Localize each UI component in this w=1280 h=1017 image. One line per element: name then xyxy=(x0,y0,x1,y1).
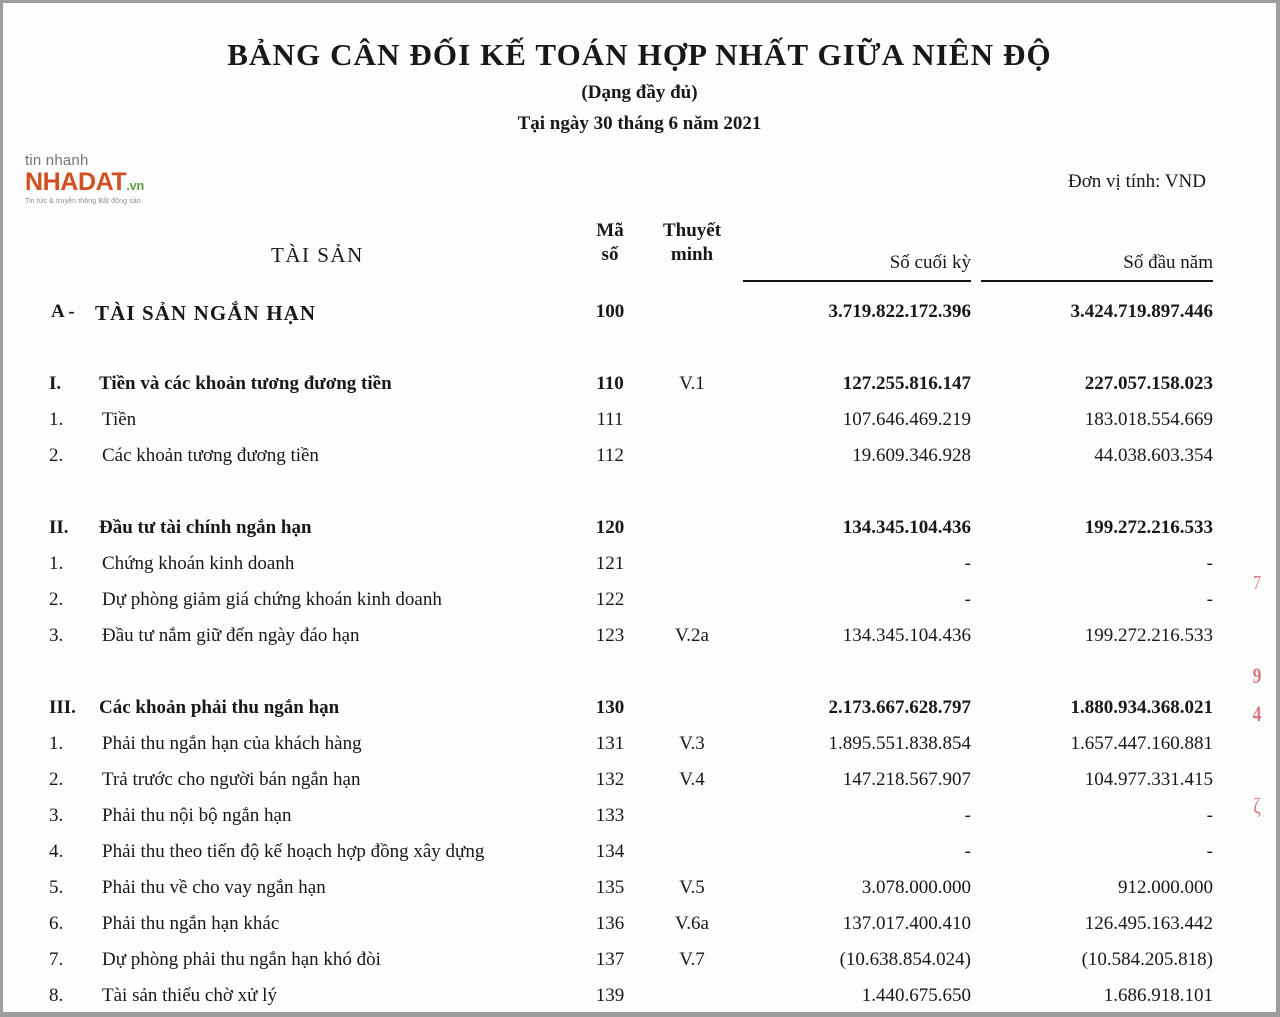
row-cell-code: 132 xyxy=(595,769,625,790)
row-cell-idx: 1. xyxy=(49,733,64,754)
row-cell-label: Đầu tư tài chính ngắn hạn xyxy=(99,517,312,538)
row-cell-label: Phải thu ngắn hạn khác xyxy=(102,913,280,934)
row-cell-code: 130 xyxy=(595,697,625,718)
column-header-begin-year: Số đầu năm xyxy=(1123,252,1213,273)
margin-annotation-3: 4 xyxy=(1252,701,1262,726)
row-cell-label: Các khoản phải thu ngắn hạn xyxy=(99,697,340,718)
column-header-note-line1: Thuyết xyxy=(662,220,722,241)
table-row xyxy=(3,733,1280,769)
margin-annotations xyxy=(1240,573,1274,817)
row-cell-idx: 7. xyxy=(49,949,64,970)
table-row xyxy=(3,985,1280,1017)
column-header-note-line2: minh xyxy=(670,244,714,266)
column-header-code-line1: Mã xyxy=(596,220,624,241)
table-row xyxy=(3,445,1280,481)
row-cell-begin: 1.880.934.368.021 xyxy=(1070,697,1213,718)
row-cell-begin: 227.057.158.023 xyxy=(1084,373,1213,394)
row-cell-code: 122 xyxy=(595,589,625,610)
row-cell-code: 134 xyxy=(595,841,625,862)
row-cell-end: 19.609.346.928 xyxy=(852,445,971,466)
row-cell-end: - xyxy=(964,589,971,610)
row-cell-begin: 199.272.216.533 xyxy=(1084,625,1213,646)
row-cell-code: 100 xyxy=(595,301,625,322)
column-rule-begin-year xyxy=(981,280,1213,282)
nhadat-watermark-logo xyxy=(25,153,175,205)
page-subtitle: (Dạng đầy đủ) xyxy=(581,82,698,103)
table-row xyxy=(3,517,1280,553)
table-row xyxy=(3,877,1280,913)
row-cell-label: Trả trước cho người bán ngắn hạn xyxy=(102,769,361,790)
row-cell-label: Các khoản tương đương tiền xyxy=(102,445,319,466)
margin-annotation-4: ζ xyxy=(1253,793,1261,818)
table-row xyxy=(3,625,1280,661)
row-cell-label: Dự phòng giảm giá chứng khoán kinh doanh xyxy=(102,589,442,610)
row-cell-end: - xyxy=(964,841,971,862)
row-cell-code: 121 xyxy=(595,553,625,574)
table-row xyxy=(3,805,1280,841)
row-cell-end: 127.255.816.147 xyxy=(842,373,971,394)
row-cell-note: V.1 xyxy=(679,373,705,394)
row-cell-end: 137.017.400.410 xyxy=(842,913,971,934)
row-cell-code: 120 xyxy=(595,517,625,538)
row-cell-label: Phải thu nội bộ ngắn hạn xyxy=(102,805,292,826)
row-cell-code: 110 xyxy=(596,373,624,394)
row-cell-begin: 1.686.918.101 xyxy=(1103,985,1213,1006)
margin-annotation-2: 9 xyxy=(1252,663,1262,688)
row-cell-code: 136 xyxy=(595,913,625,934)
column-rule-end-period xyxy=(743,280,971,282)
row-cell-note: V.2a xyxy=(675,625,709,646)
row-cell-begin: 912.000.000 xyxy=(1118,877,1213,898)
watermark-brand xyxy=(25,170,175,195)
row-cell-begin: 104.977.331.415 xyxy=(1084,769,1213,790)
column-header-assets: TÀI SẢN xyxy=(271,243,364,267)
row-cell-note: V.6a xyxy=(675,913,709,934)
watermark-tld: .vn xyxy=(126,178,144,193)
margin-annotation-1: 7 xyxy=(1253,572,1261,594)
row-cell-idx: 2. xyxy=(49,589,64,610)
table-row xyxy=(3,949,1280,985)
row-cell-begin: 199.272.216.533 xyxy=(1084,517,1213,538)
column-header-code-line2: số xyxy=(601,244,619,266)
table-row xyxy=(3,841,1280,877)
row-cell-idx: 1. xyxy=(49,409,64,430)
row-cell-code: 111 xyxy=(596,409,624,430)
table-row xyxy=(3,589,1280,625)
row-cell-end: 107.646.469.219 xyxy=(842,409,971,430)
row-cell-end: - xyxy=(964,553,971,574)
row-cell-idx: 2. xyxy=(49,445,64,466)
row-cell-idx: I. xyxy=(49,373,62,394)
row-cell-code: 123 xyxy=(595,625,625,646)
row-cell-end: - xyxy=(964,805,971,826)
row-cell-label: Tiền và các khoản tương đương tiền xyxy=(99,373,392,394)
row-cell-idx: 4. xyxy=(49,841,64,862)
row-cell-code: 139 xyxy=(595,985,625,1006)
watermark-brand-text: NHADAT xyxy=(25,168,127,196)
row-cell-begin: 44.038.603.354 xyxy=(1094,445,1213,466)
row-cell-code: 112 xyxy=(596,445,624,466)
row-cell-code: 131 xyxy=(595,733,625,754)
row-cell-end: 1.440.675.650 xyxy=(861,985,971,1006)
row-cell-idx: 2. xyxy=(49,769,64,790)
row-cell-label: Chứng khoán kinh doanh xyxy=(102,553,295,574)
row-cell-label: Dự phòng phải thu ngắn hạn khó đòi xyxy=(102,949,381,970)
row-cell-begin: 183.018.554.669 xyxy=(1084,409,1213,430)
column-header-end-period: Số cuối kỳ xyxy=(889,252,971,273)
watermark-tagline: Tin tức & truyền thông Bất động sản xyxy=(25,198,141,205)
row-cell-begin: - xyxy=(1206,805,1213,826)
row-cell-idx: 5. xyxy=(49,877,64,898)
table-row xyxy=(3,697,1280,733)
column-header-code xyxy=(585,219,635,268)
column-header-note xyxy=(649,219,735,268)
row-cell-begin: (10.584.205.818) xyxy=(1081,949,1213,970)
table-row xyxy=(3,913,1280,949)
row-cell-begin: - xyxy=(1206,553,1213,574)
row-cell-begin: 3.424.719.897.446 xyxy=(1070,301,1213,322)
row-cell-end: (10.638.854.024) xyxy=(839,949,971,970)
row-cell-begin: 1.657.447.160.881 xyxy=(1070,733,1213,754)
report-date: Tại ngày 30 tháng 6 năm 2021 xyxy=(517,113,762,134)
row-cell-end: 1.895.551.838.854 xyxy=(828,733,971,754)
row-cell-begin: 126.495.163.442 xyxy=(1084,913,1213,934)
table-row xyxy=(3,301,1280,337)
row-cell-note: V.5 xyxy=(679,877,705,898)
row-cell-code: 137 xyxy=(595,949,625,970)
paper-surface xyxy=(3,3,1276,1012)
row-cell-end: 2.173.667.628.797 xyxy=(828,697,971,718)
row-cell-idx: 3. xyxy=(49,625,64,646)
row-cell-end: 3.078.000.000 xyxy=(861,877,971,898)
balance-sheet-rows xyxy=(3,301,1280,1017)
watermark-line1: tin nhanh xyxy=(25,152,89,169)
row-cell-end: 3.719.822.172.396 xyxy=(828,301,971,322)
row-cell-idx: 8. xyxy=(49,985,64,1006)
table-row xyxy=(3,553,1280,589)
row-cell-idx: III. xyxy=(49,697,76,718)
table-row xyxy=(3,373,1280,409)
row-cell-note: V.7 xyxy=(679,949,705,970)
row-cell-idx: 3. xyxy=(49,805,64,826)
row-cell-idx: 1. xyxy=(49,553,64,574)
row-cell-code: 135 xyxy=(595,877,625,898)
row-cell-idx: 6. xyxy=(49,913,64,934)
row-cell-note: V.4 xyxy=(679,769,705,790)
row-cell-label: Phải thu ngắn hạn của khách hàng xyxy=(102,733,362,754)
row-cell-begin: - xyxy=(1206,841,1213,862)
table-row xyxy=(3,409,1280,445)
table-row xyxy=(3,769,1280,805)
page-title: BẢNG CÂN ĐỐI KẾ TOÁN HỢP NHẤT GIỮA NIÊN ĐỘ xyxy=(227,37,1052,72)
row-cell-end: 134.345.104.436 xyxy=(842,517,971,538)
row-cell-idx: A - xyxy=(51,301,75,322)
row-cell-note: V.3 xyxy=(679,733,705,754)
row-cell-end: 147.218.567.907 xyxy=(842,769,971,790)
row-cell-label: Tài sản thiếu chờ xử lý xyxy=(102,985,277,1006)
row-cell-code: 133 xyxy=(595,805,625,826)
currency-unit-note: Đơn vị tính: VND xyxy=(1068,171,1206,192)
row-cell-label: Tiền xyxy=(102,409,137,430)
row-cell-label: Phải thu theo tiến độ kế hoạch hợp đồng xây dựng xyxy=(102,841,485,862)
row-cell-label: Phải thu về cho vay ngắn hạn xyxy=(102,877,326,898)
row-cell-begin: - xyxy=(1206,589,1213,610)
row-cell-end: 134.345.104.436 xyxy=(842,625,971,646)
row-cell-label: Đầu tư nắm giữ đến ngày đáo hạn xyxy=(102,625,360,646)
row-cell-label: TÀI SẢN NGẮN HẠN xyxy=(95,301,317,325)
row-cell-idx: II. xyxy=(49,517,69,538)
